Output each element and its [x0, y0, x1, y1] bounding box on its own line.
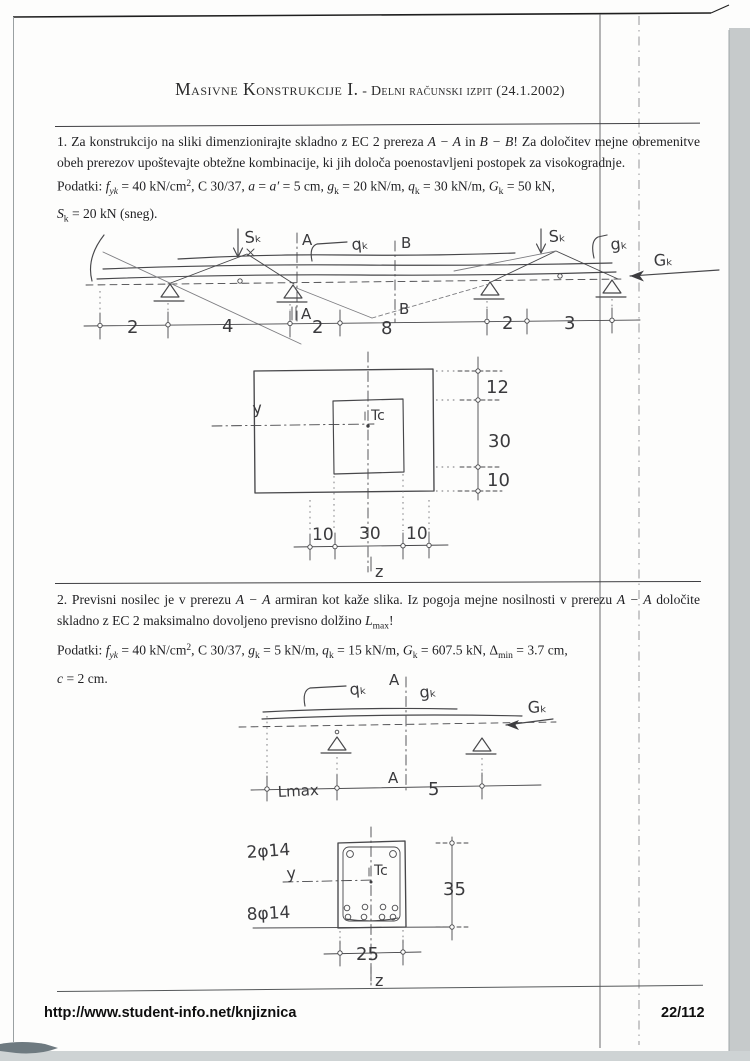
dim-label: 10: [406, 524, 428, 544]
sub: k: [498, 186, 504, 197]
cross-section-2: [246, 827, 468, 990]
text: = 5 kN/m,: [259, 642, 323, 658]
section1-bottom-dimension: [294, 474, 448, 560]
section1-axis-y: [212, 424, 374, 426]
centroid-label: Tc: [371, 408, 385, 424]
text: = 15 kN/m,: [333, 642, 403, 658]
sub: yk: [109, 186, 118, 197]
text: določite skladno z EC 2 maksimalno dovoljeno previsno dolžino: [57, 592, 700, 629]
problem2-statement: [57, 589, 700, 638]
section-ref: B − B: [479, 134, 514, 149]
dim-label: 2: [127, 317, 139, 338]
var: a′: [269, 178, 280, 194]
section-ref: A − A: [616, 592, 652, 607]
dim-label: 10: [312, 525, 334, 545]
centroid-point: [366, 424, 369, 427]
dim-label-lmax: Lmax: [277, 780, 320, 801]
text: = 40 kN/cm: [117, 642, 187, 658]
text: ! Za določitev mejne obremenitve obeh prerezov upoštevajte obtežne kombinacije, ki jih določa poenostavljeni postopek za visokogradnje.: [57, 134, 701, 171]
beam-diagram-1: [84, 226, 719, 344]
support-3: [474, 282, 504, 299]
text: = 20 kN (sneg).: [68, 206, 158, 222]
Gk-arrow-head: [506, 720, 519, 730]
text: Podatki:: [57, 642, 106, 658]
text: = 607.5 kN,: [417, 642, 490, 658]
var: G: [402, 642, 413, 658]
var: Δ: [489, 642, 499, 658]
var: a: [248, 178, 255, 194]
section-label-a-bottom: A: [301, 305, 312, 323]
sub: min: [498, 651, 513, 662]
support-2: [277, 285, 307, 302]
beam2-top-line: [263, 708, 457, 712]
support-2: [466, 738, 496, 754]
scan-right-edge-strip: [729, 28, 750, 1061]
centroid-label: Tc: [374, 863, 388, 879]
beam2-mid-line: [262, 715, 522, 719]
title-sub: - Delni računski izpit (24.1.2002): [358, 84, 565, 99]
rebar-label-bottom: 8φ14: [246, 902, 291, 925]
load-label-sk-left: Sₖ: [243, 226, 263, 247]
section-label-a-top: A: [302, 231, 313, 249]
axis-label-z: z: [375, 971, 384, 990]
footer-url: http://www.student-info.net/knjiznica: [44, 1005, 297, 1021]
text: in: [460, 134, 480, 149]
text: = 50 kN,: [503, 178, 555, 194]
page-curl-stroke: [91, 235, 105, 281]
problem1-podatki: [57, 174, 700, 203]
axis-label-y: y: [251, 398, 263, 418]
problem1-block: [57, 131, 700, 231]
problem2-block: [57, 589, 700, 689]
text: 2. Previsni nosilec je v prerezu: [57, 592, 236, 607]
problem1-podatki-line2: [57, 203, 700, 231]
text: =: [254, 178, 270, 194]
text: Podatki:: [57, 178, 106, 194]
load-label-qk: qₖ: [350, 233, 370, 254]
text: , C 30/37,: [191, 642, 249, 658]
dim-label: 4: [222, 316, 234, 337]
beam-diagram-2: [239, 671, 556, 801]
dim-label: 2: [502, 313, 514, 334]
section-label-a-bottom: A: [388, 769, 399, 787]
hinge-mark: [238, 279, 242, 283]
section-ref: A − A: [427, 134, 461, 149]
text: = 30 kN/m,: [419, 178, 489, 194]
problem2-podatki: [57, 638, 700, 667]
text: = 3.7 cm,: [512, 642, 568, 658]
var: L: [365, 613, 373, 629]
problem1-statement: [57, 131, 700, 174]
dim-label: 30: [359, 524, 381, 544]
dim-label: 2: [312, 317, 324, 338]
var: c: [57, 670, 64, 686]
section-label-a-top: A: [389, 671, 400, 689]
sub: k: [254, 651, 260, 662]
page-top-border: [13, 13, 711, 17]
sup: 2: [186, 178, 192, 189]
text: armiran kot kaže slika. Iz pogoja mejne nosilnosti v prerezu: [270, 592, 617, 607]
rebar-label-top: 2φ14: [245, 839, 291, 863]
dimension-line-1: [84, 291, 640, 339]
support-1: [321, 730, 351, 753]
load-label-Gk: Gₖ: [653, 250, 674, 270]
var: g: [327, 178, 335, 194]
support-1: [154, 284, 184, 301]
dim-label: 30: [488, 431, 511, 452]
sup: 2: [186, 643, 192, 654]
load-label-sk-right: Sₖ: [548, 226, 567, 246]
sub: k: [412, 651, 418, 662]
sub: max: [372, 621, 390, 632]
beam1-bottom-line: [97, 272, 616, 279]
load-label-gk: gₖ: [418, 681, 438, 702]
load-label-gk: gₖ: [609, 233, 629, 254]
beam1-top-line: [178, 253, 515, 259]
construction-line-v-right: [372, 284, 489, 318]
dim-label: 8: [381, 318, 393, 339]
section1-inner: [333, 399, 404, 474]
var: g: [248, 642, 255, 658]
dim-label: 3: [564, 313, 576, 334]
title-main: Masivne Konstrukcije I.: [175, 79, 359, 99]
sub: k: [334, 186, 339, 197]
var: q: [408, 178, 415, 194]
var: S: [57, 206, 64, 222]
section2-outer: [338, 841, 406, 928]
text: = 20 kN/m,: [338, 178, 409, 194]
rebar-top: [347, 851, 397, 858]
load-label-qk: qₖ: [348, 678, 368, 699]
section-label-b-top: B: [401, 234, 412, 252]
axis-label-z: z: [375, 562, 384, 581]
dim-label: 10: [487, 470, 510, 491]
Gk-arrow-head: [630, 271, 644, 282]
sub: yk: [109, 651, 118, 662]
hinge-mark: [558, 274, 562, 278]
load-label-Gk: Gₖ: [527, 697, 548, 717]
dim-label-width: 25: [356, 944, 379, 965]
section-a-bottom-ticks: [292, 307, 296, 320]
text: = 2 cm.: [63, 670, 108, 686]
text: = 40 kN/cm: [117, 178, 187, 194]
var: f: [105, 642, 110, 658]
beam1-mid-line: [103, 263, 612, 269]
var: q: [322, 642, 329, 658]
text: !: [389, 613, 394, 629]
sub: k: [414, 186, 420, 197]
dim-label-height: 35: [443, 879, 466, 900]
qk-load-bracket: [311, 242, 347, 261]
section-label-b-bottom: B: [399, 300, 410, 318]
cross-section-1: [212, 352, 511, 581]
page-title: [30, 79, 710, 100]
text: , C 30/37,: [191, 178, 249, 194]
axis-label-y: y: [285, 863, 297, 883]
section2-bottom-face-line: [253, 927, 452, 928]
dim-label: 12: [486, 377, 509, 398]
section-ref: A − A: [235, 592, 271, 607]
footer-page-number: 22/112: [661, 1005, 705, 1021]
dim-label-span: 5: [428, 779, 440, 800]
text: 1. Za konstrukcijo na sliki dimenzionirajte skladno z EC 2 prereza: [57, 134, 428, 149]
sub: k: [328, 651, 334, 662]
var: f: [105, 178, 110, 194]
section2-stirrup: [343, 847, 400, 921]
page-top-corner-tick: [711, 5, 729, 13]
text: = 5 cm,: [279, 178, 328, 194]
problem2-podatki-line2: [57, 668, 700, 689]
sub: k: [63, 214, 69, 225]
centroid-point: [370, 881, 373, 884]
var: G: [488, 178, 499, 194]
section1-outer: [251, 369, 434, 493]
support-4: [596, 280, 626, 297]
scan-bottom-band: [0, 1051, 750, 1061]
